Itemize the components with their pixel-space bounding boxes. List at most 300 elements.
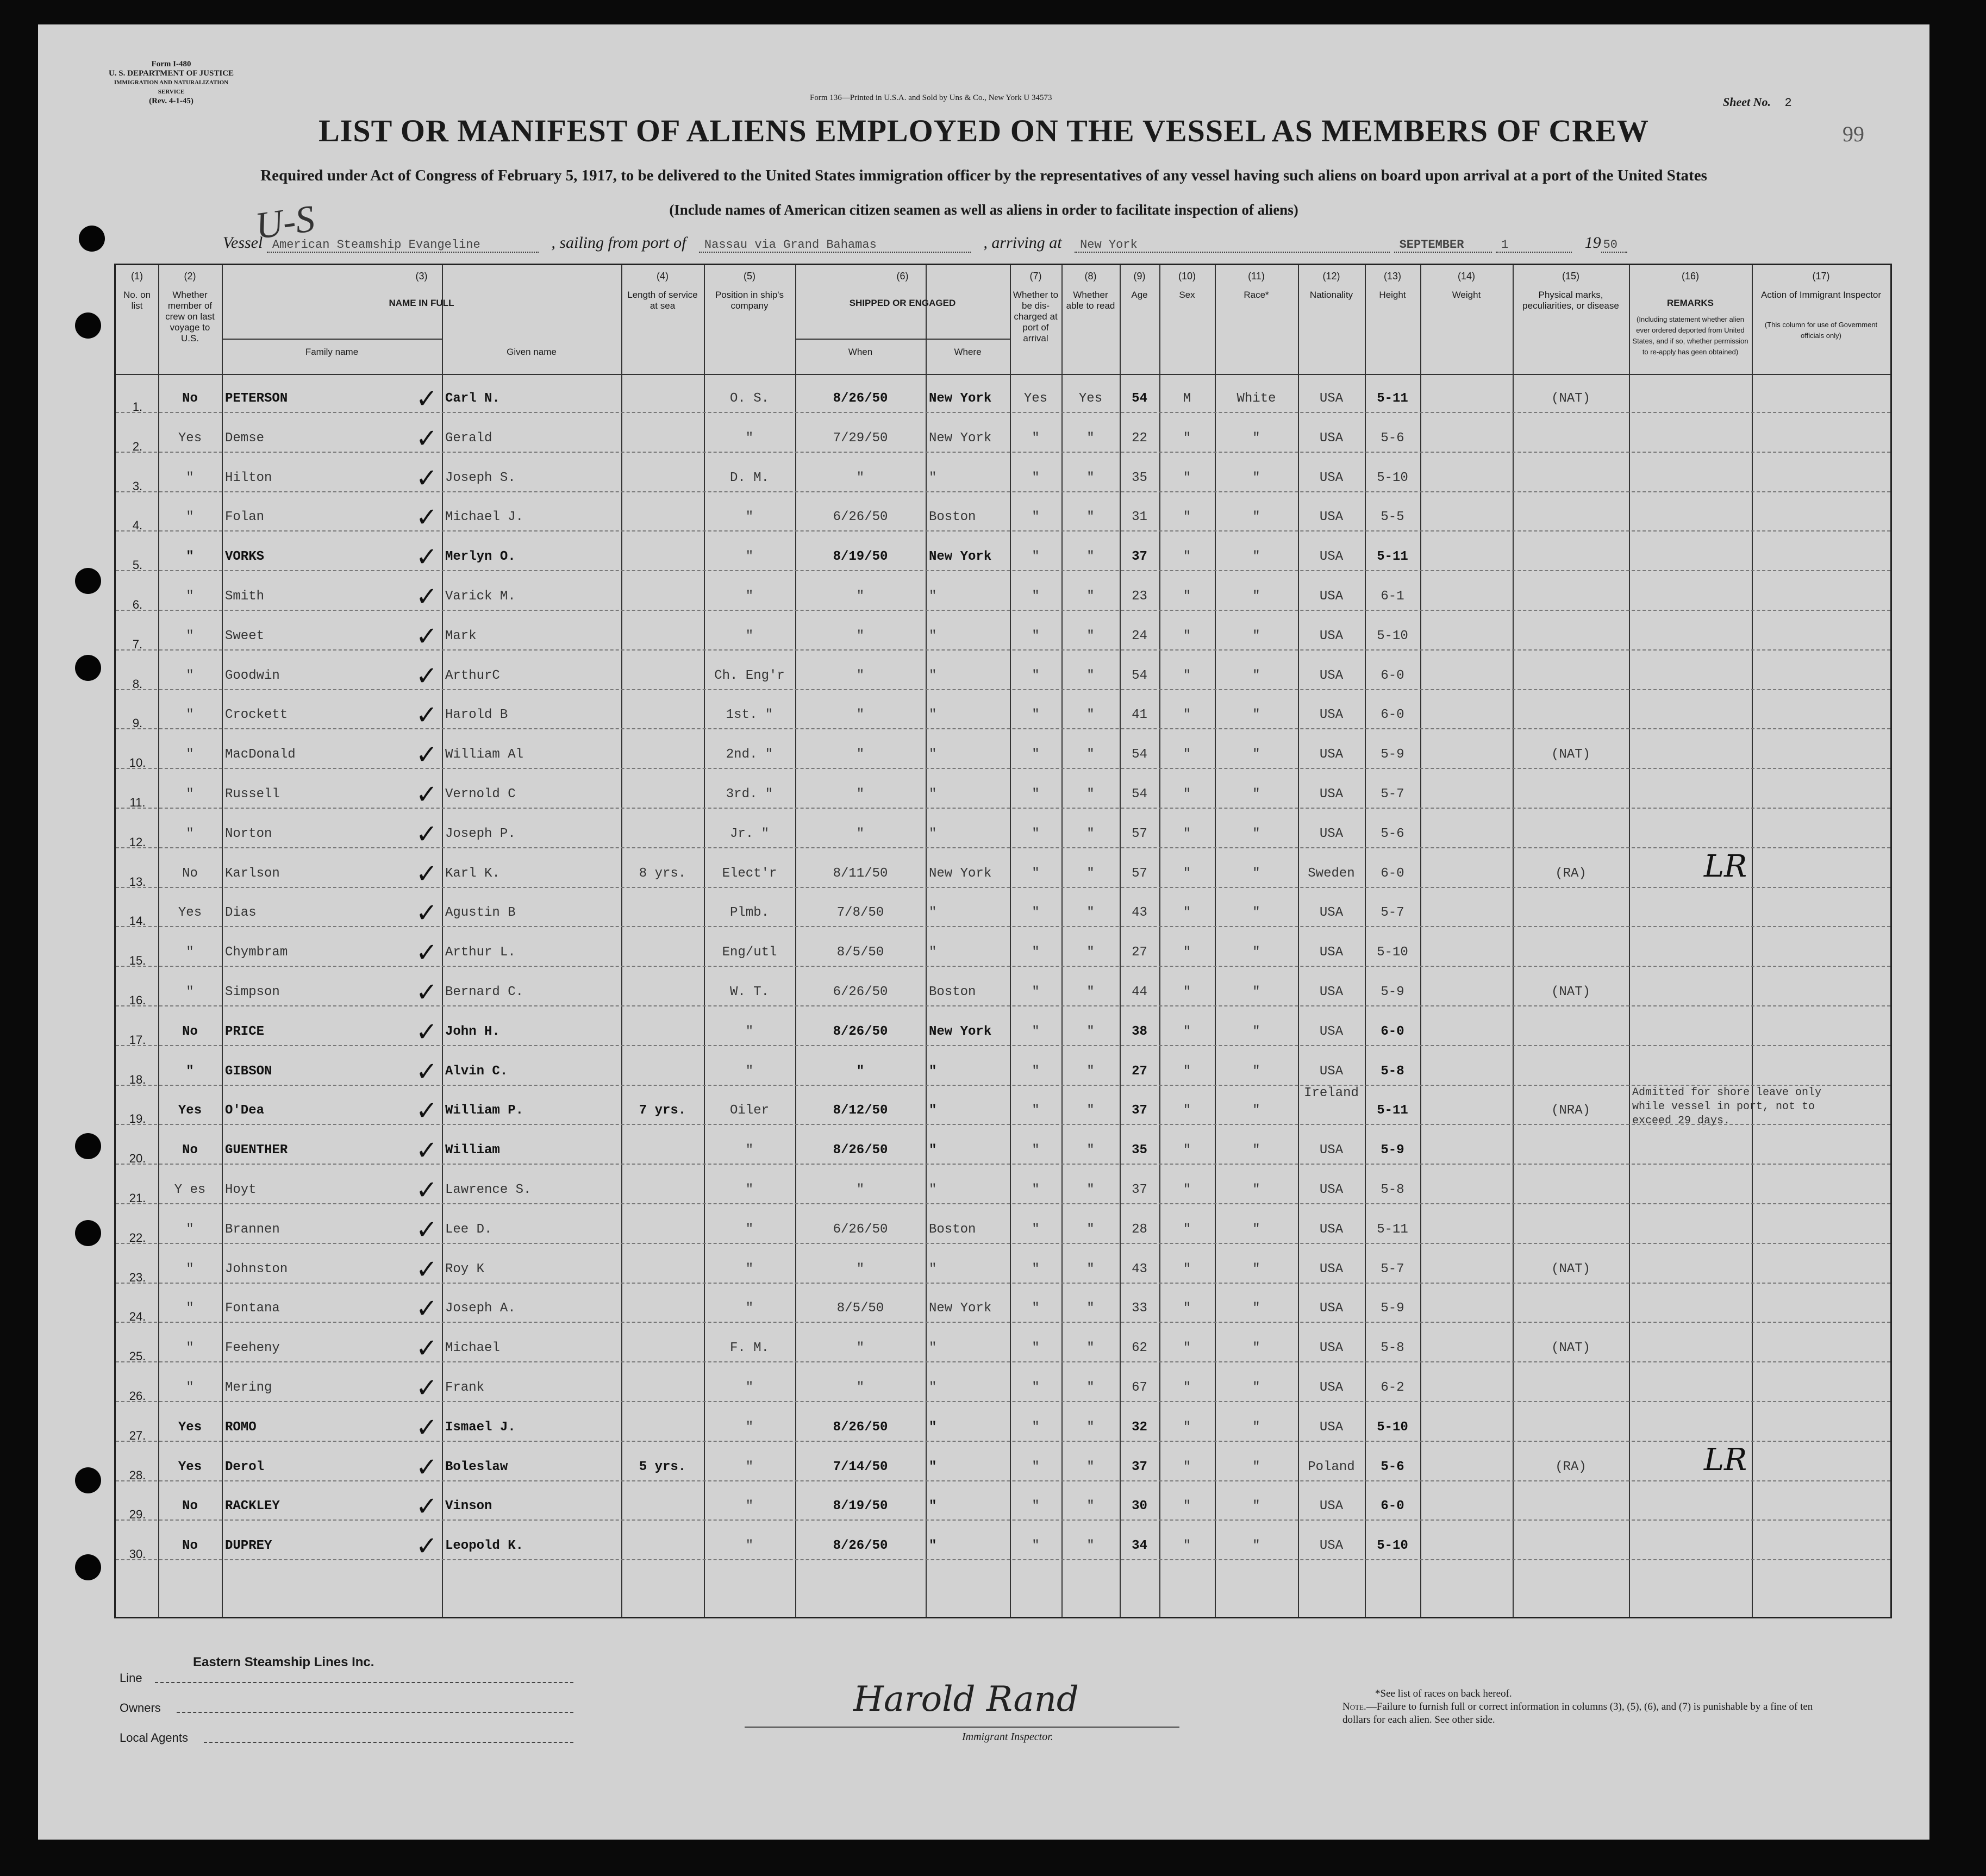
- cell-last: No: [182, 1539, 198, 1554]
- cell-nat: USA: [1319, 1064, 1344, 1079]
- cell-sex: ": [1183, 430, 1191, 446]
- sailing-value: Nassau via Grand Bahamas: [699, 238, 971, 253]
- cell-height: 6-0: [1381, 668, 1404, 683]
- cell-read: ": [1086, 747, 1095, 762]
- cell-height: 5-10: [1377, 1419, 1408, 1435]
- check-mark-icon: ✓: [416, 502, 438, 533]
- row-number: 5.: [132, 558, 143, 572]
- cell-nat: USA: [1319, 1341, 1344, 1356]
- cell-age: 37: [1132, 549, 1147, 565]
- row-rule: [116, 926, 1890, 927]
- check-mark-icon: ✓: [416, 462, 438, 493]
- cell-race: ": [1252, 1380, 1260, 1395]
- cell-height: 6-0: [1381, 1024, 1404, 1039]
- cell-disch: ": [1032, 1539, 1040, 1554]
- arriving-value: New York: [1075, 238, 1390, 253]
- check-mark-icon: ✓: [416, 937, 438, 968]
- column-divider: [1061, 265, 1063, 1617]
- agents-rule: [204, 1742, 573, 1743]
- row-number: 20.: [129, 1152, 146, 1166]
- cell-last: ": [186, 1261, 194, 1277]
- cell-when: 8/19/50: [833, 549, 888, 565]
- cell-last: ": [186, 1301, 194, 1316]
- sheet-no-value: 2: [1784, 96, 1792, 110]
- column-header: Nationality: [1309, 290, 1353, 300]
- column-number: (9): [1133, 271, 1146, 282]
- cell-height: 5-9: [1381, 1143, 1404, 1158]
- cell-read: ": [1086, 1419, 1095, 1435]
- cell-height: 5-5: [1381, 510, 1404, 525]
- cell-given: Joseph A.: [445, 1301, 516, 1316]
- cell-action: LR: [1703, 1442, 1747, 1478]
- cell-family: Derol: [225, 1459, 265, 1474]
- cell-given: Merlyn O.: [445, 549, 516, 565]
- check-mark-icon: ✓: [416, 1016, 438, 1047]
- vessel-value: American Steamship Evangeline: [267, 238, 539, 253]
- cell-where: ": [929, 1261, 937, 1277]
- cell-disch: ": [1032, 549, 1040, 565]
- subheader-divider: [222, 339, 442, 340]
- cell-position: 3rd. ": [726, 787, 773, 802]
- cell-height: 5-8: [1381, 1183, 1404, 1197]
- cell-height: 5-9: [1381, 985, 1404, 999]
- cell-where: ": [929, 905, 937, 921]
- cell-height: 5-9: [1381, 1301, 1404, 1316]
- cell-position: ": [745, 1261, 754, 1277]
- check-mark-icon: ✓: [416, 1412, 438, 1443]
- cell-action: LR: [1703, 848, 1747, 884]
- cell-read: ": [1086, 1064, 1095, 1079]
- cell-disch: ": [1032, 628, 1040, 643]
- cell-when: ": [856, 708, 865, 723]
- cell-read: ": [1086, 1261, 1095, 1277]
- cell-read: ": [1086, 668, 1095, 683]
- cell-marks: (RA): [1555, 1459, 1587, 1474]
- cell-given: Harold B: [445, 708, 508, 723]
- inspector-signature: Harold Rand: [853, 1679, 1079, 1719]
- cell-when: ": [856, 1183, 865, 1197]
- cell-read: ": [1086, 1183, 1095, 1197]
- cell-read: ": [1086, 589, 1095, 604]
- cell-age: 37: [1132, 1183, 1147, 1197]
- cell-where: ": [929, 1183, 937, 1197]
- column-header: Physical marks, peculiarities, or disease: [1522, 290, 1619, 311]
- cell-age: 67: [1132, 1380, 1147, 1395]
- check-mark-icon: ✓: [416, 1175, 438, 1205]
- column-header: SHIPPED OR ENGAGED: [849, 298, 956, 308]
- column-divider: [442, 265, 443, 1617]
- cell-position: ": [745, 1459, 754, 1474]
- cell-race: ": [1252, 1183, 1260, 1197]
- cell-where: ": [929, 1499, 937, 1514]
- cell-sex: ": [1183, 826, 1191, 841]
- cell-where: ": [929, 787, 937, 802]
- cell-disch: ": [1032, 1103, 1040, 1118]
- cell-sex: ": [1183, 985, 1191, 999]
- fine-note: [1342, 1700, 1843, 1727]
- cell-family: GUENTHER: [225, 1143, 288, 1158]
- cell-last: Yes: [178, 1419, 202, 1435]
- cell-height: 5-9: [1381, 747, 1404, 762]
- cell-where: ": [929, 708, 937, 723]
- cell-when: ": [856, 747, 865, 762]
- cell-last: No: [182, 866, 198, 881]
- cell-nat: USA: [1319, 391, 1344, 406]
- year-value: 50: [1601, 238, 1627, 253]
- cell-service: 5 yrs.: [639, 1459, 686, 1474]
- cell-position: ": [745, 1024, 754, 1039]
- row-number: 29.: [129, 1508, 146, 1522]
- cell-position: Eng/utl: [722, 945, 777, 960]
- cell-age: 57: [1132, 866, 1147, 881]
- year-prefix: 19: [1584, 234, 1601, 252]
- cell-sex: ": [1183, 1183, 1191, 1197]
- cell-position: ": [745, 1064, 754, 1079]
- cell-age: 22: [1132, 430, 1147, 446]
- cell-given: Roy K: [445, 1261, 485, 1277]
- row-number: 2.: [132, 439, 143, 453]
- cell-nat: USA: [1319, 905, 1344, 921]
- cell-nat: USA: [1319, 1539, 1344, 1554]
- cell-position: ": [745, 1499, 754, 1514]
- cell-position: W. T.: [729, 985, 769, 999]
- cell-nat: USA: [1319, 708, 1344, 723]
- cell-disch: ": [1032, 905, 1040, 921]
- column-number: (12): [1322, 271, 1340, 282]
- cell-last: ": [186, 668, 194, 683]
- cell-disch: ": [1032, 1301, 1040, 1316]
- column-divider: [1420, 265, 1421, 1617]
- check-mark-icon: ✓: [416, 581, 438, 612]
- column-divider: [1120, 265, 1121, 1617]
- cell-read: ": [1086, 1459, 1095, 1474]
- column-header: Length of service at sea: [627, 290, 698, 311]
- cell-read: ": [1086, 1380, 1095, 1395]
- cell-family: Crockett: [225, 708, 288, 723]
- cell-where: ": [929, 668, 937, 683]
- cell-nat: Ireland: [1304, 1086, 1359, 1101]
- page-title: LIST OR MANIFEST OF ALIENS EMPLOYED ON THE VESSEL AS MEMBERS OF CREW: [318, 113, 1649, 148]
- cell-family: Karlson: [225, 866, 280, 881]
- cell-nat: Poland: [1308, 1459, 1355, 1474]
- cell-sex: ": [1183, 747, 1191, 762]
- column-header: Race*: [1244, 290, 1269, 300]
- cell-when: ": [856, 826, 865, 841]
- cell-nat: Sweden: [1308, 866, 1355, 881]
- check-mark-icon: ✓: [416, 1056, 438, 1087]
- row-number: 8.: [132, 677, 143, 691]
- row-rule: [116, 1519, 1890, 1521]
- cell-when: 8/26/50: [833, 1024, 888, 1039]
- cell-height: 5-7: [1381, 1261, 1404, 1277]
- cell-read: ": [1086, 708, 1095, 723]
- cell-read: ": [1086, 1103, 1095, 1118]
- cell-disch: ": [1032, 826, 1040, 841]
- column-number: (10): [1178, 271, 1196, 282]
- cell-disch: Yes: [1023, 391, 1048, 406]
- cell-position: ": [745, 510, 754, 525]
- cell-sex: ": [1183, 589, 1191, 604]
- punch-hole: [75, 312, 101, 339]
- cell-given: Karl K.: [445, 866, 500, 881]
- cell-disch: ": [1032, 470, 1040, 485]
- subheader-divider: [795, 339, 1010, 340]
- cell-age: 37: [1132, 1103, 1147, 1118]
- cell-sex: ": [1183, 668, 1191, 683]
- cell-where: Boston: [929, 510, 976, 525]
- cell-marks: (RA): [1555, 866, 1587, 881]
- cell-position: ": [745, 1143, 754, 1158]
- row-rule: [116, 1559, 1890, 1560]
- column-divider: [1513, 265, 1514, 1617]
- cell-height: 5-10: [1377, 470, 1408, 485]
- column-header: Whether able to read: [1066, 290, 1115, 311]
- cell-nat: USA: [1319, 1024, 1344, 1039]
- cell-race: ": [1252, 1064, 1260, 1079]
- cell-disch: ": [1032, 1341, 1040, 1356]
- line-label: Line: [120, 1671, 142, 1685]
- cell-last: ": [186, 549, 194, 565]
- row-rule: [116, 808, 1890, 809]
- line-value: Eastern Steamship Lines Inc.: [193, 1655, 374, 1669]
- cell-height: 6-0: [1381, 1499, 1404, 1514]
- cell-family: ROMO: [225, 1419, 257, 1435]
- cell-where: ": [929, 628, 937, 643]
- cell-last: Y es: [174, 1183, 206, 1197]
- cell-where: ": [929, 1064, 937, 1079]
- column-header: No. on list: [123, 290, 151, 311]
- row-number: 16.: [129, 993, 146, 1007]
- cell-last: ": [186, 1222, 194, 1237]
- cell-last: No: [182, 391, 198, 406]
- cell-family: Chymbram: [225, 945, 288, 960]
- column-divider: [1752, 265, 1753, 1617]
- cell-family: Johnston: [225, 1261, 288, 1277]
- cell-sex: ": [1183, 470, 1191, 485]
- cell-last: ": [186, 945, 194, 960]
- cell-last: ": [186, 1341, 194, 1356]
- cell-when: 7/14/50: [833, 1459, 888, 1474]
- cell-height: 5-7: [1381, 905, 1404, 921]
- cell-where: ": [929, 470, 937, 485]
- cell-position: ": [745, 1539, 754, 1554]
- row-number: 23.: [129, 1270, 146, 1284]
- column-header: REMARKS: [1667, 298, 1714, 308]
- row-rule: [116, 847, 1890, 848]
- cell-age: 44: [1132, 985, 1147, 999]
- cell-sex: ": [1183, 510, 1191, 525]
- column-header: NAME IN FULL: [389, 298, 454, 308]
- cell-race: ": [1252, 866, 1260, 881]
- cell-age: 27: [1132, 1064, 1147, 1079]
- row-rule: [116, 728, 1890, 729]
- cell-race: ": [1252, 1459, 1260, 1474]
- cell-race: ": [1252, 1341, 1260, 1356]
- cell-sex: ": [1183, 1143, 1191, 1158]
- cell-read: ": [1086, 1024, 1095, 1039]
- cell-position: ": [745, 1222, 754, 1237]
- cell-given: William P.: [445, 1103, 524, 1118]
- cell-marks: (NAT): [1551, 1261, 1590, 1277]
- cell-position: ": [745, 1183, 754, 1197]
- sheet-number: [1723, 95, 1792, 110]
- cell-sex: ": [1183, 1499, 1191, 1514]
- cell-family: Brannen: [225, 1222, 280, 1237]
- cell-given: Varick M.: [445, 589, 516, 604]
- cell-when: ": [856, 787, 865, 802]
- cell-position: F. M.: [729, 1341, 769, 1356]
- column-divider: [1159, 265, 1160, 1617]
- column-number: (14): [1457, 271, 1475, 282]
- cell-race: ": [1252, 826, 1260, 841]
- column-divider: [1365, 265, 1366, 1617]
- cell-given: ArthurC: [445, 668, 500, 683]
- row-number: 12.: [129, 835, 146, 849]
- cell-race: ": [1252, 747, 1260, 762]
- column-subheader: Given name: [507, 347, 557, 357]
- check-mark-icon: ✓: [416, 700, 438, 731]
- cell-where: ": [929, 826, 937, 841]
- owners-label: Owners: [120, 1701, 161, 1715]
- check-mark-icon: ✓: [416, 1531, 438, 1562]
- row-number: 22.: [129, 1230, 146, 1245]
- cell-age: 34: [1132, 1539, 1147, 1554]
- cell-height: 6-0: [1381, 866, 1404, 881]
- column-header: Action of Immigrant Inspector: [1760, 290, 1882, 300]
- cell-nat: USA: [1319, 470, 1344, 485]
- cell-where: Boston: [929, 1222, 976, 1237]
- cell-last: ": [186, 985, 194, 999]
- line-rule: [155, 1682, 573, 1683]
- cell-read: ": [1086, 826, 1095, 841]
- column-number: (17): [1812, 271, 1830, 282]
- vessel-label: Vessel: [223, 234, 263, 252]
- row-rule: [116, 491, 1890, 492]
- cell-last: ": [186, 1064, 194, 1079]
- check-mark-icon: ✓: [416, 779, 438, 810]
- cell-when: 8/26/50: [833, 391, 888, 406]
- column-number: (2): [184, 271, 196, 282]
- form-id-block: [106, 60, 236, 106]
- column-divider: [1215, 265, 1216, 1617]
- check-mark-icon: ✓: [416, 977, 438, 1008]
- column-divider: [1010, 265, 1011, 1617]
- cell-height: 5-10: [1377, 1539, 1408, 1554]
- cell-last: ": [186, 787, 194, 802]
- check-mark-icon: ✓: [416, 1333, 438, 1364]
- cell-where: ": [929, 1341, 937, 1356]
- check-mark-icon: ✓: [416, 1214, 438, 1245]
- cell-given: Lee D.: [445, 1222, 492, 1237]
- cell-race: ": [1252, 945, 1260, 960]
- row-rule: [116, 1401, 1890, 1402]
- row-number: 28.: [129, 1468, 146, 1482]
- cell-nat: USA: [1319, 430, 1344, 446]
- column-header: Whether to be dis-charged at port of arrival: [1013, 290, 1059, 343]
- cell-where: ": [929, 747, 937, 762]
- form-id-line: (Rev. 4-1-45): [149, 97, 193, 105]
- cell-disch: ": [1032, 430, 1040, 446]
- cell-given: Carl N.: [445, 391, 500, 406]
- cell-disch: ": [1032, 1183, 1040, 1197]
- cell-disch: ": [1032, 1143, 1040, 1158]
- cell-age: 31: [1132, 510, 1147, 525]
- cell-read: ": [1086, 430, 1095, 446]
- cell-family: Simpson: [225, 985, 280, 999]
- cell-when: ": [856, 668, 865, 683]
- cell-age: 30: [1132, 1499, 1147, 1514]
- cell-read: ": [1086, 866, 1095, 881]
- cell-position: Oiler: [729, 1103, 769, 1118]
- cell-marks: (NAT): [1551, 1341, 1590, 1356]
- cell-race: ": [1252, 1103, 1260, 1118]
- cell-position: ": [745, 1380, 754, 1395]
- cell-family: Hilton: [225, 470, 272, 485]
- column-divider: [1298, 265, 1299, 1617]
- cell-age: 54: [1132, 391, 1147, 406]
- column-divider: [1629, 265, 1630, 1617]
- row-rule: [116, 1243, 1890, 1244]
- cell-where: New York: [929, 866, 992, 881]
- cell-sex: ": [1183, 708, 1191, 723]
- owners-rule: [177, 1712, 573, 1713]
- cell-age: 43: [1132, 905, 1147, 921]
- cell-sex: ": [1183, 1064, 1191, 1079]
- row-number: 13.: [129, 874, 146, 889]
- cell-height: 5-11: [1377, 1103, 1408, 1118]
- cell-given: Michael J.: [445, 510, 524, 525]
- cell-sex: ": [1183, 1301, 1191, 1316]
- row-number: 4.: [132, 518, 143, 533]
- cell-disch: ": [1032, 747, 1040, 762]
- cell-read: ": [1086, 945, 1095, 960]
- cell-where: New York: [929, 549, 992, 565]
- cell-height: 5-6: [1381, 826, 1404, 841]
- column-header: Age: [1131, 290, 1148, 300]
- cell-remarks: Admitted for shore leave only while vessel in port, not to exceed 29 days.: [1632, 1086, 1822, 1128]
- check-mark-icon: ✓: [416, 621, 438, 652]
- cell-position: ": [745, 589, 754, 604]
- cell-last: No: [182, 1499, 198, 1514]
- cell-last: ": [186, 628, 194, 643]
- cell-when: 6/26/50: [833, 985, 888, 999]
- cell-age: 37: [1132, 1459, 1147, 1474]
- cell-service: 7 yrs.: [639, 1103, 686, 1118]
- cell-where: ": [929, 589, 937, 604]
- cell-race: White: [1236, 391, 1276, 406]
- races-note: *See list of races on back hereof.: [1375, 1688, 1512, 1699]
- cell-disch: ": [1032, 1261, 1040, 1277]
- cell-family: Dias: [225, 905, 257, 921]
- cell-last: ": [186, 589, 194, 604]
- form-id-line: Form I-480: [151, 60, 191, 68]
- cell-family: O'Dea: [225, 1103, 265, 1118]
- cell-given: Vinson: [445, 1499, 492, 1514]
- cell-disch: ": [1032, 985, 1040, 999]
- cell-height: 5-6: [1381, 1459, 1404, 1474]
- cell-sex: ": [1183, 945, 1191, 960]
- cell-read: ": [1086, 1301, 1095, 1316]
- cell-when: 8/11/50: [833, 866, 888, 881]
- cell-race: ": [1252, 430, 1260, 446]
- day-value: 1: [1496, 238, 1572, 253]
- column-divider: [158, 265, 159, 1617]
- column-number: (13): [1383, 271, 1401, 282]
- cell-last: Yes: [178, 430, 202, 446]
- month-value: SEPTEMBER: [1394, 238, 1492, 253]
- cell-position: ": [745, 1301, 754, 1316]
- cell-when: 8/19/50: [833, 1499, 888, 1514]
